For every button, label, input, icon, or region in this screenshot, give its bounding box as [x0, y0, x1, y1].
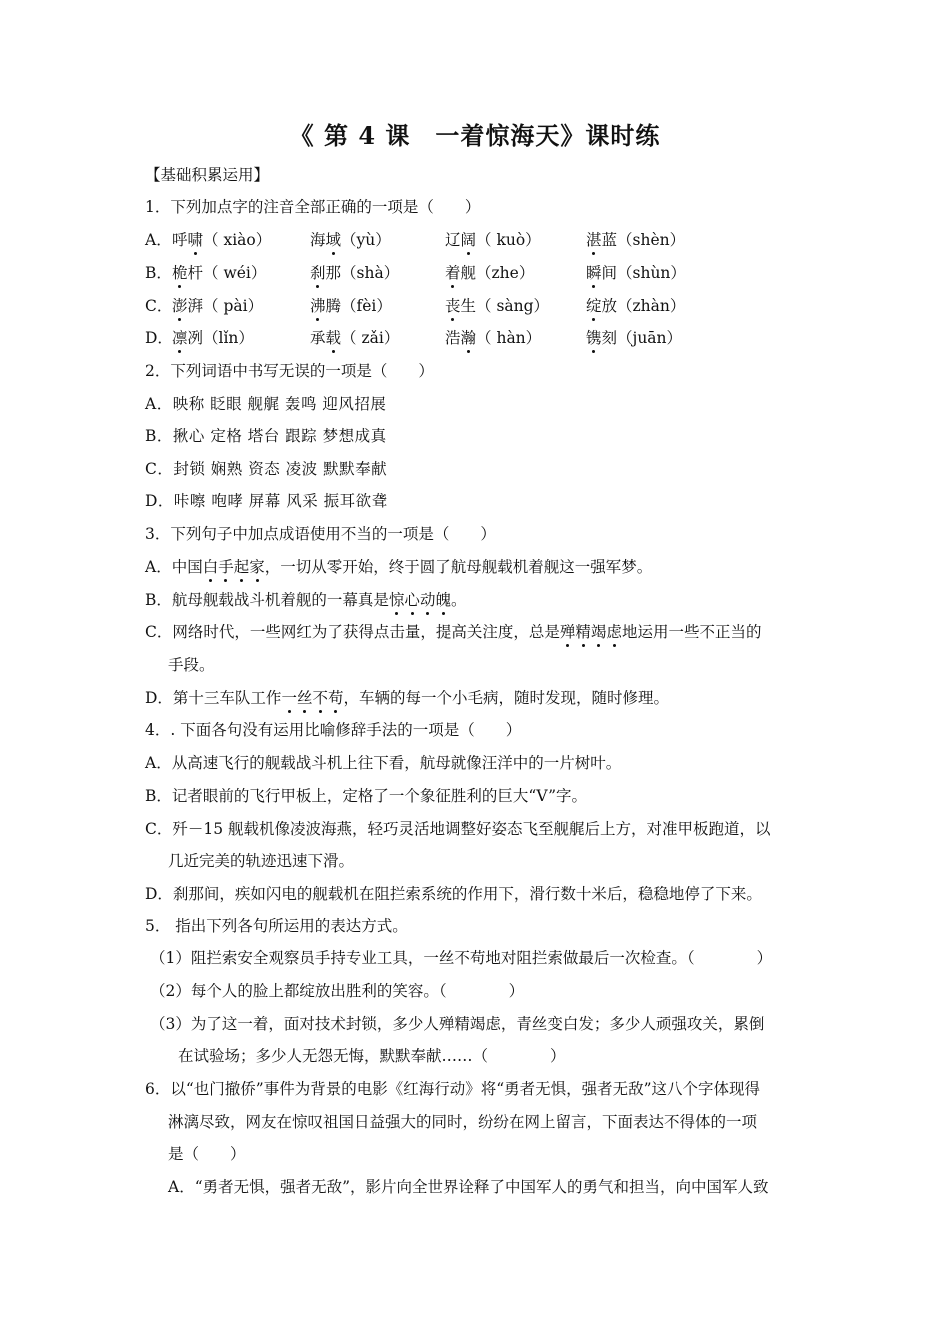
dotted-idiom — [281, 689, 343, 707]
pinyin-item — [445, 229, 541, 251]
dotted-char: 动 — [419, 591, 436, 609]
question-1-option-a — [145, 229, 825, 251]
question-4-stem: 4．. 下面各句没有运用比喻修辞手法的一项是（ ） — [145, 721, 522, 739]
pinyin-text: 放（zhàn） — [601, 297, 686, 315]
dotted-char: 丝 — [296, 689, 313, 707]
section-heading: 【基础积累运用】 — [145, 166, 270, 184]
option-label: A． — [145, 231, 172, 249]
option-text: C．网络时代，一些网红为了获得点击量，提高关注度，总是 — [145, 623, 560, 641]
question-6-option-a: A．“勇者无惧，强者无敌”，影片向全世界诠释了中国军人的勇气和担当，向中国军人致 — [168, 1178, 769, 1196]
dotted-char: 一 — [281, 689, 297, 707]
dotted-char: 桅 — [172, 264, 188, 282]
question-1-option-b — [145, 262, 825, 284]
pinyin-text: （ hàn） — [476, 329, 542, 347]
pinyin-text: 腾（fèi） — [325, 297, 392, 315]
pinyin-item — [445, 262, 534, 284]
dotted-char: 瞬 — [586, 264, 602, 282]
question-5-stem: 5． 指出下列各句所运用的表达方式。 — [145, 917, 408, 935]
dotted-char: 澎 — [172, 297, 188, 315]
question-1-option-d — [145, 327, 825, 349]
question-3-stem: 3．下列句子中加点成语使用不当的一项是（ ） — [145, 525, 496, 543]
dotted-char: 丧 — [445, 297, 461, 315]
question-2-option-a: A．映称 眨眼 舰艉 轰鸣 迎风招展 — [145, 395, 387, 413]
dotted-idiom — [389, 591, 451, 609]
question-2-option-d: D．咔嚓 咆哮 屏幕 风采 振耳欲聋 — [145, 492, 388, 510]
dotted-char: 载 — [325, 329, 342, 347]
question-2-option-c: C．封锁 娴熟 资态 凌波 默默奉献 — [145, 460, 388, 478]
pinyin-text: 间（shùn） — [601, 264, 686, 282]
dotted-char: 魄 — [435, 591, 451, 609]
option-label: C． — [145, 297, 173, 315]
pinyin-text: 杆（ wéi） — [187, 264, 267, 282]
question-2-option-b: B．揪心 定格 塔台 跟踪 梦想成真 — [145, 427, 387, 445]
dotted-char: 家 — [249, 558, 265, 576]
question-6-stem-continued: 淋漓尽致，网友在惊叹祖国日益强大的同时，纷纷在网上留言，下面表达不得体的一项 — [168, 1113, 758, 1131]
dotted-char: 不 — [312, 689, 328, 707]
pinyin-item — [172, 229, 271, 251]
option-text: B．航母舰载战斗机着舰的一幕真是 — [145, 591, 389, 609]
dotted-idiom — [203, 558, 265, 576]
pinyin-text: 冽（lǐn） — [187, 329, 254, 347]
question-5-item-3: （3）为了这一着，面对技术封锁，多少人殚精竭虑，青丝变白发；多少人顽强攻关，累倒 — [150, 1015, 765, 1033]
question-1-option-c — [145, 295, 825, 317]
pinyin-item — [445, 327, 541, 349]
dotted-char: 着 — [445, 264, 461, 282]
question-1-stem: 1．下列加点字的注音全部正确的一项是（ ） — [145, 198, 481, 216]
pinyin-item — [310, 295, 392, 317]
dotted-char: 殚 — [559, 623, 576, 641]
pinyin-item — [586, 262, 686, 284]
dotted-char: 竭 — [590, 623, 607, 641]
dotted-char: 凛 — [172, 329, 188, 347]
word-char: 辽 — [445, 231, 461, 249]
option-text: 。 — [450, 591, 467, 609]
question-4-option-d: D．刹那间，疾如闪电的舰载机在阻拦索系统的作用下，滑行数十米后，稳稳地停了下来。 — [145, 885, 762, 903]
pinyin-item — [172, 262, 266, 284]
pinyin-item — [586, 327, 682, 349]
pinyin-item — [445, 295, 549, 317]
pinyin-item — [310, 229, 391, 251]
pinyin-text: 舰（zhe） — [460, 264, 535, 282]
question-3-option-c-continued: 手段。 — [168, 656, 215, 674]
question-3-option-c — [145, 621, 761, 643]
option-text: ，车辆的每一个小毛病，随时发现，随时修理。 — [343, 689, 670, 707]
pinyin-text: （yù） — [341, 231, 391, 249]
pinyin-item — [310, 262, 399, 284]
dotted-idiom — [560, 623, 622, 641]
dotted-char: 沸 — [310, 297, 326, 315]
dotted-char: 绽 — [586, 297, 602, 315]
question-4-option-c: C．歼－15 舰载机像凌波海燕，轻巧灵活地调整好姿态飞至舰艉后上方，对准甲板跑道，以 — [145, 820, 771, 838]
pinyin-item — [586, 295, 685, 317]
dotted-char: 镌 — [586, 329, 602, 347]
option-text: ，一切从零开始，终于圆了航母舰载机着舰这一强军梦。 — [264, 558, 653, 576]
question-5-item-2: （2）每个人的脸上都绽放出胜利的笑容。（ ） — [150, 982, 525, 1000]
question-2-stem: 2．下列词语中书写无误的一项是（ ） — [145, 362, 434, 380]
pinyin-item — [310, 327, 399, 349]
word-char: 海 — [310, 231, 326, 249]
question-5-item-1: （1）阻拦索安全观察员手持专业工具，一丝不苟地对阻拦索做最后一次检查。（ ） — [150, 949, 773, 967]
page-title: 《 第 4 课 一着惊海天》课时练 — [289, 121, 661, 150]
dotted-char: 瀚 — [460, 329, 477, 347]
pinyin-text: 蓝（shèn） — [601, 231, 686, 249]
question-3-option-a — [145, 556, 652, 578]
pinyin-text: 生（ sàng） — [460, 297, 550, 315]
question-3-option-d — [145, 687, 669, 709]
dotted-char: 域 — [325, 231, 342, 249]
question-4-option-b: B．记者眼前的飞行甲板上，定格了一个象征胜利的巨大“V”字。 — [145, 787, 588, 805]
dotted-char: 精 — [575, 623, 591, 641]
pinyin-text: （ kuò） — [476, 231, 541, 249]
word-char: 浩 — [445, 329, 461, 347]
pinyin-text: 刻（juān） — [601, 329, 683, 347]
question-4-option-c-continued: 几近完美的轨迹迅速下滑。 — [168, 852, 355, 870]
option-text: D．第十三车队工作 — [145, 689, 282, 707]
question-6-stem: 6．以“也门撤侨”事件为背景的电影《红海行动》将“勇者无惧，强者无敌”这八个字体现得 — [145, 1080, 761, 1098]
pinyin-item — [172, 327, 254, 349]
dotted-char: 刹 — [310, 264, 326, 282]
question-6-stem-end: 是（ ） — [168, 1145, 246, 1163]
dotted-char: 白 — [202, 558, 219, 576]
dotted-char: 湛 — [586, 231, 602, 249]
dotted-char: 起 — [233, 558, 250, 576]
option-label: B． — [145, 264, 172, 282]
question-4-option-a: A．从高速飞行的舰载战斗机上往下看，航母就像汪洋中的一片树叶。 — [145, 754, 622, 772]
dotted-char: 心 — [404, 591, 420, 609]
word-char: 承 — [310, 329, 326, 347]
dotted-char: 惊 — [388, 591, 405, 609]
dotted-char: 虑 — [606, 623, 622, 641]
question-5-item-3-continued: 在试验场；多少人无怨无悔，默默奉献……（ ） — [178, 1047, 566, 1065]
word-char: 呼 — [172, 231, 188, 249]
question-3-option-b — [145, 589, 466, 611]
pinyin-text: （ xiào） — [203, 231, 272, 249]
pinyin-item — [172, 295, 263, 317]
pinyin-text: 湃（ pài） — [187, 297, 264, 315]
dotted-char: 啸 — [187, 231, 204, 249]
dotted-char: 手 — [218, 558, 234, 576]
pinyin-text: （ zǎi） — [341, 329, 400, 347]
dotted-char: 苟 — [327, 689, 344, 707]
option-text: 地运用一些不正当的 — [621, 623, 762, 641]
pinyin-text: 那（shà） — [325, 264, 400, 282]
option-label: D． — [145, 329, 173, 347]
dotted-char: 阔 — [460, 231, 477, 249]
pinyin-item — [586, 229, 685, 251]
option-text: A．中国 — [145, 558, 203, 576]
